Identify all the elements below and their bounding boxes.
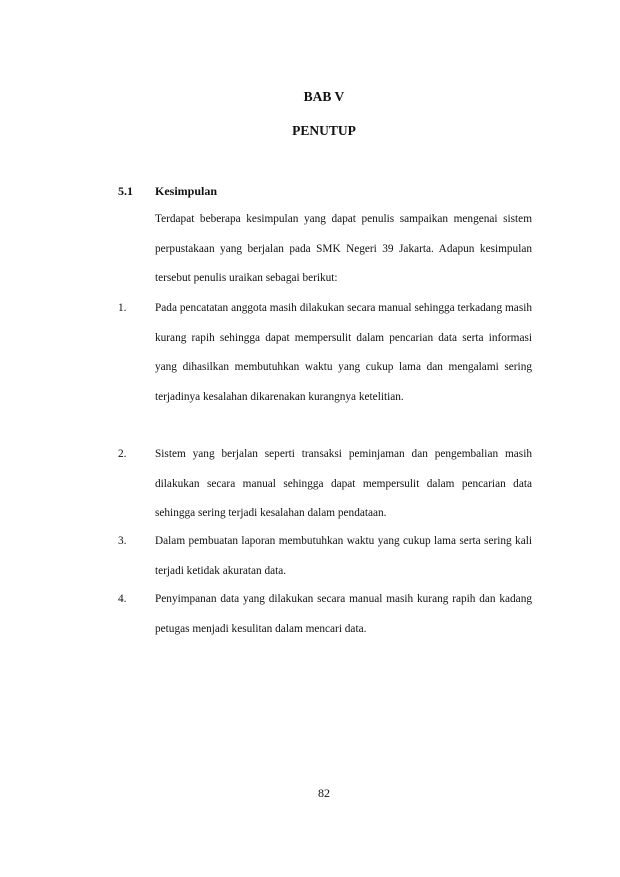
chapter-title: PENUTUP xyxy=(292,123,356,138)
intro-paragraph: Terdapat beberapa kesimpulan yang dapat penulis sampaikan mengenai sistem perpustakaan yang berjalan pada SMK Negeri 39 Jakarta. Adapun kesimpulan tersebut penulis uraikan sebagai berikut: xyxy=(155,213,532,285)
list-item-number: 3. xyxy=(118,535,127,547)
section-number: 5.1 xyxy=(118,184,133,198)
list-item-number: 2. xyxy=(118,448,127,460)
list-item-text: Sistem yang berjalan seperti transaksi peminjaman dan pengembalian masih dilakukan secara manual sehingga dapat mempersulit dalam pencarian data sehingga sering terjadi kesalahan dalam pendataan. xyxy=(155,448,532,520)
list-item-text: Penyimpanan data yang dilakukan secara manual masih kurang rapih dan kadang petugas menjadi kesulitan dalam mencari data. xyxy=(155,593,532,635)
list-item-text: Dalam pembuatan laporan membutuhkan waktu yang cukup lama serta sering kali terjadi ketidak akuratan data. xyxy=(155,535,532,577)
chapter-label: BAB V xyxy=(303,89,345,104)
page-number: 82 xyxy=(318,786,330,800)
list-item-text: Pada pencatatan anggota masih dilakukan secara manual sehingga terkadang masih kurang rapih sehingga dapat mempersulit dalam pencarian data serta informasi yang dihasilkan membutuhkan waktu yang cukup lama dan mengalami sering terjadinya kesalahan dikarenakan kurangnya ketelitian. xyxy=(155,302,532,403)
list-item-number: 4. xyxy=(118,593,127,605)
section-title: Kesimpulan xyxy=(155,184,218,198)
list-item-number: 1. xyxy=(118,302,127,314)
